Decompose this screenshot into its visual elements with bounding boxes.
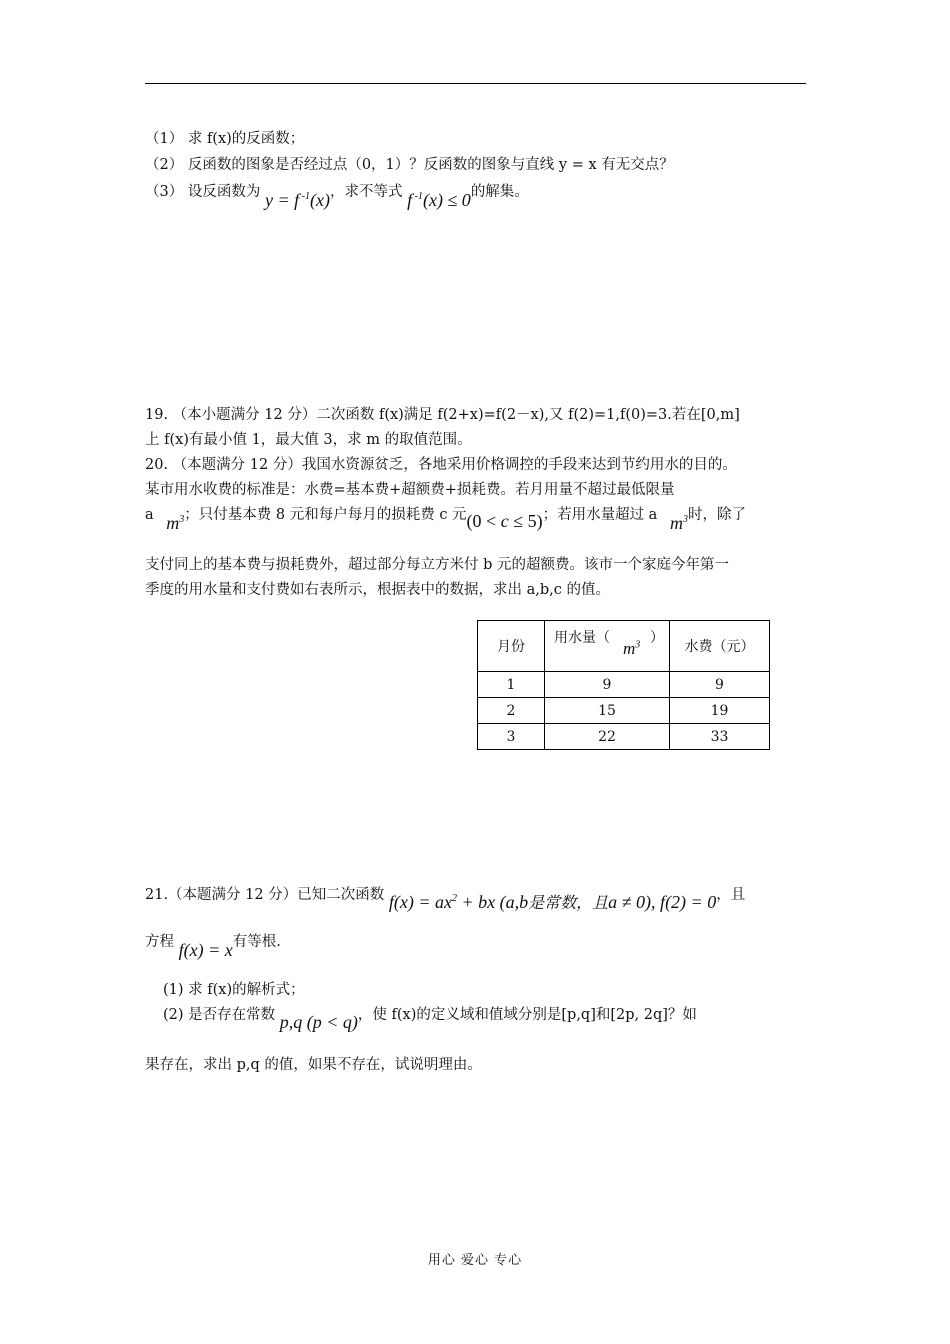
table-cell: 15 (545, 698, 670, 724)
q21-item-1: (1) 求 f(x)的解析式； (163, 982, 305, 998)
inequality-formula: f $^{-1}$(x) ≤ 0 (407, 190, 471, 210)
q21-line-1-prefix: 21.（本题满分 12 分）已知二次函数 (145, 887, 385, 903)
inverse-function-formula: y = f $^{-1}$(x) (264, 190, 330, 210)
header-rule (145, 83, 806, 84)
q19-line-2: 上 f(x)有最小值 1，最大值 3，求 m 的取值范围。 (145, 432, 472, 448)
q18-item-1: （1） 求 f(x)的反函数； (145, 131, 305, 147)
table-cell: 22 (545, 724, 670, 750)
table-cell: 9 (670, 672, 770, 698)
header-water-usage-label: 用水量（ (554, 630, 610, 646)
header-fee: 水费（元） (670, 621, 770, 672)
table-cell: 9 (545, 672, 670, 698)
header-month: 月份 (478, 621, 545, 672)
water-fee-table (477, 620, 770, 750)
q20-line-5: 季度的用水量和支付费如右表所示，根据表中的数据，求出 a,b,c 的值。 (145, 582, 610, 598)
q20-line-3 (145, 503, 746, 533)
table-row (478, 724, 770, 750)
q21-last-line: 果存在，求出 p,q 的值，如果不存在，试说明理由。 (145, 1057, 482, 1073)
q21-line-2 (145, 930, 281, 960)
table-cell: 19 (670, 698, 770, 724)
q21-line-2-suffix: 有等根. (232, 934, 281, 950)
q21-line-1-suffix: ，且 (716, 887, 746, 903)
quadratic-function-formula: $f(x) = ax^2$ + bx (a,b是常数，且a ≠ 0), f(2) = 0 (388, 892, 717, 912)
q20-line-3-b: ；只付基本费 8 元和每户每月的损耗费 c 元 (184, 507, 467, 523)
q21-item-2 (163, 1003, 697, 1032)
q20-line-1: 20. （本题满分 12 分）我国水资源贫乏，各地采用价格调控的手段来达到节约用水的目的。 (145, 457, 737, 473)
cubic-meter-unit: $m^3$ (166, 513, 185, 533)
table-cell: 33 (670, 724, 770, 750)
q21-item-2-prefix: (2) 是否存在常数 (163, 1007, 276, 1023)
q18-item-3 (145, 180, 529, 210)
q18-item-3-mid: ，求不等式 (329, 184, 403, 200)
header-water-usage (545, 621, 670, 672)
q18-item-2: （2） 反函数的图象是否经过点（0，1）？反函数的图象与直线 y = x 有无交点？ (145, 157, 674, 173)
q18-item-3-suffix: 的解集。 (470, 184, 529, 200)
header-cubic-meter-unit: $m^3$ (623, 639, 641, 658)
table-cell: 2 (478, 698, 545, 724)
table-cell: 1 (478, 672, 545, 698)
q20-line-4: 支付同上的基本费与损耗费外，超过部分每立方米付 b 元的超额费。该市一个家庭今年第一 (145, 557, 729, 573)
page-footer: 用心 爱心 专心 (427, 1253, 523, 1268)
constants-pq-formula: p,q (p < q) (279, 1012, 358, 1032)
table-row (478, 672, 770, 698)
q20-line-2: 某市用水收费的标准是：水费=基本费+超额费+损耗费。若月用量不超过最低限量 (145, 482, 675, 498)
q20-line-3-a: a (145, 507, 154, 523)
table-cell: 3 (478, 724, 545, 750)
q21-line-2-prefix: 方程 (145, 934, 174, 950)
q20-line-3-d: 时，除了 (687, 507, 746, 523)
table-header-row (478, 621, 770, 672)
table-row (478, 698, 770, 724)
q18-item-3-prefix: （3） 设反函数为 (145, 184, 261, 200)
q21-line-1 (145, 881, 746, 912)
q20-line-3-c: ；若用水量超过 a (542, 507, 658, 523)
q19-line-1: 19. （本小题满分 12 分）二次函数 f(x)满足 f(2+x)=f(2－x),又 f(2)=1,f(0)=3.若在[0,m] (145, 407, 740, 423)
c-range-formula: (0 < c ≤ 5) (466, 511, 543, 531)
equation-formula: f(x) = x (178, 940, 233, 960)
q21-item-2-suffix: ，使 f(x)的定义域和值域分别是[p,q]和[2p, 2q]？如 (357, 1007, 697, 1023)
cubic-meter-unit-2: $m^3$ (669, 513, 688, 533)
header-water-usage-close: ） (650, 630, 664, 646)
